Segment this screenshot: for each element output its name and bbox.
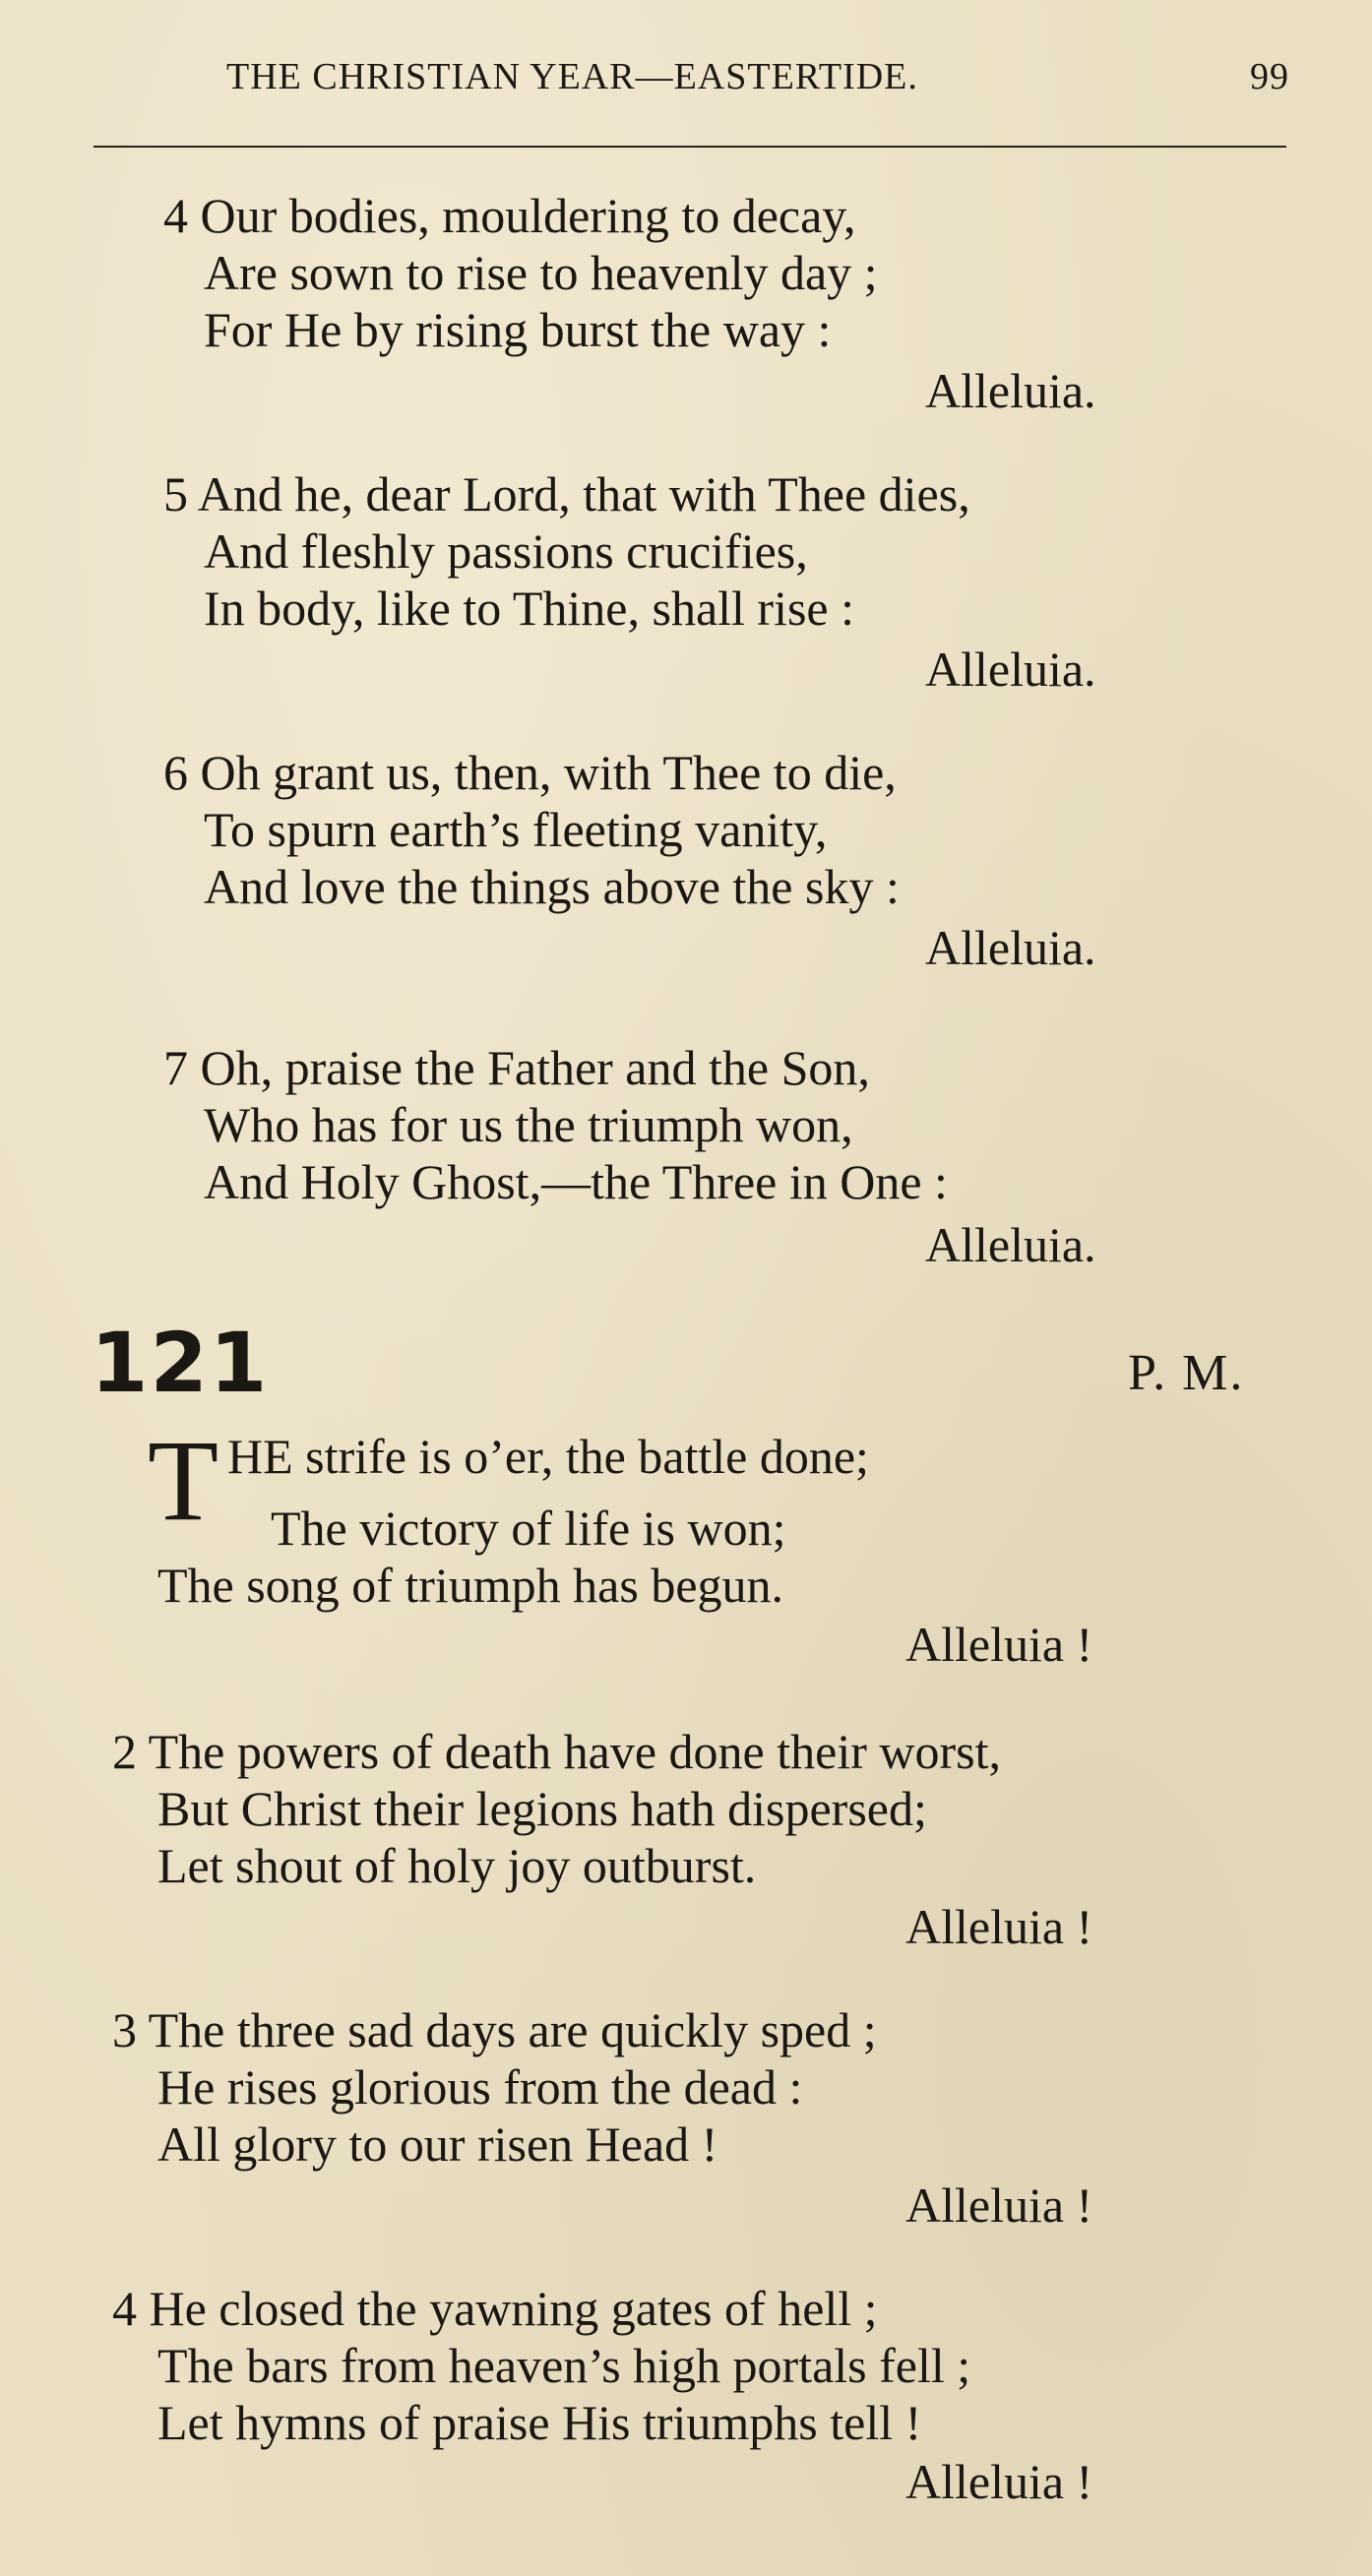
stanza-line: 6 Oh grant us, then, with Thee to die, <box>163 745 897 800</box>
stanza-line: 5 And he, dear Lord, that with Thee dies, <box>163 466 970 521</box>
stanza-line: 3 The three sad days are quickly sped ; <box>112 2002 877 2057</box>
stanza-line: In body, like to Thine, shall rise : <box>204 581 855 636</box>
alleluia-refrain: Alleluia ! <box>905 1899 1093 1954</box>
stanza-line: To spurn earth’s fleeting vanity, <box>204 802 828 857</box>
alleluia-refrain: Alleluia. <box>925 363 1096 418</box>
page-number: 99 <box>1250 56 1289 97</box>
stanza-line: HE strife is o’er, the battle done; <box>227 1429 869 1484</box>
stanza-line: And fleshly passions crucifies, <box>204 523 808 579</box>
alleluia-refrain: Alleluia. <box>925 920 1096 975</box>
alleluia-refrain: Alleluia ! <box>905 2454 1093 2509</box>
alleluia-refrain: Alleluia ! <box>905 2177 1093 2233</box>
stanza-line: Let shout of holy joy outburst. <box>157 1838 757 1893</box>
stanza-line: He rises glorious from the dead : <box>157 2059 803 2115</box>
running-title: THE CHRISTIAN YEAR—EASTERTIDE. <box>226 56 918 97</box>
stanza-line: For He by rising burst the way : <box>204 302 832 357</box>
stanza-line: All glory to our risen Head ! <box>157 2116 718 2172</box>
alleluia-refrain: Alleluia. <box>925 1217 1096 1272</box>
hymn-number: 121 <box>91 1315 270 1411</box>
stanza-line: Are sown to rise to heavenly day ; <box>204 245 878 300</box>
stanza-line: 2 The powers of death have done their worst, <box>112 1724 1001 1779</box>
stanza-line: 4 He closed the yawning gates of hell ; <box>112 2281 878 2336</box>
stanza-line: Who has for us the triumph won, <box>204 1097 853 1152</box>
alleluia-refrain: Alleluia ! <box>905 1617 1093 1672</box>
stanza-line: But Christ their legions hath dispersed; <box>157 1781 927 1836</box>
drop-cap: T <box>148 1416 219 1545</box>
stanza-line: Let hymns of praise His triumphs tell ! <box>157 2395 922 2450</box>
stanza-line: The bars from heaven’s high portals fell ; <box>157 2338 971 2393</box>
hymn-meter: P. M. <box>1128 1345 1245 1401</box>
stanza-line: 4 Our bodies, mouldering to decay, <box>163 188 856 243</box>
stanza-line: The song of triumph has begun. <box>157 1558 784 1613</box>
stanza-line: 7 Oh, praise the Father and the Son, <box>163 1040 870 1095</box>
stanza-line: The victory of life is won; <box>271 1501 786 1556</box>
alleluia-refrain: Alleluia. <box>925 642 1096 697</box>
stanza-line: And love the things above the sky : <box>204 859 900 914</box>
header-rule <box>94 146 1286 148</box>
stanza-line: And Holy Ghost,—the Three in One : <box>204 1154 948 1209</box>
